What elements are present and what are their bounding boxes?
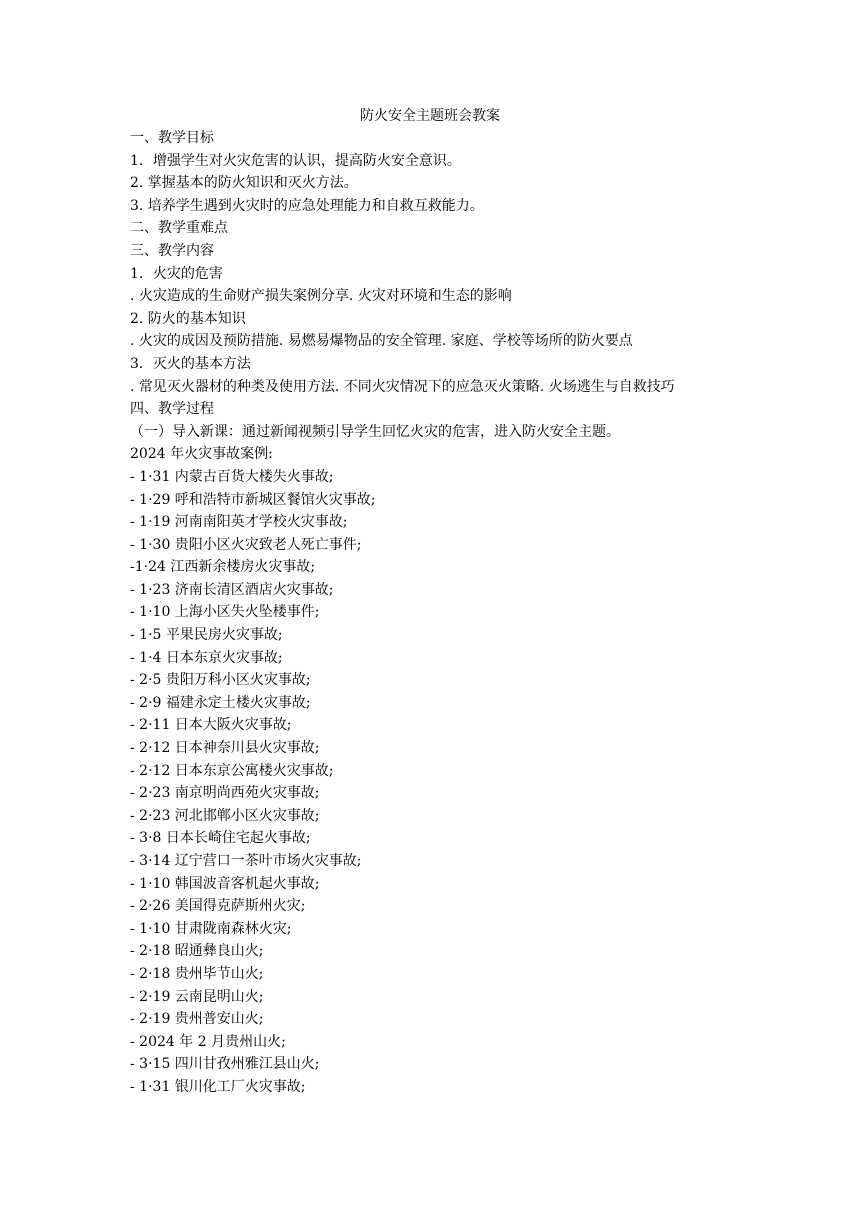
text-line: - 2·5 贵阳万科小区火灾事故; <box>130 672 311 689</box>
text-line: - 1·31 内蒙古百货大楼失火事故; <box>130 468 334 485</box>
text-line: - 1·19 河南南阳英才学校火灾事故; <box>130 514 348 531</box>
text-line: . 常见灭火器材的种类及使用方法. 不同火灾情况下的应急灭火策略. 火场逃生与自救技巧 <box>130 378 675 395</box>
text-line: - 2·23 南京明尚西苑火灾事故; <box>130 785 320 802</box>
text-line: 2024 年火灾事故案例: <box>130 446 273 463</box>
text-line: 一、教学目标 <box>130 130 214 146</box>
text-line: - 2·18 昭通彝良山火; <box>130 943 264 960</box>
text-line: - 2·19 贵州普安山火; <box>130 1011 264 1028</box>
text-line: - 2·23 河北邯郸小区火灾事故; <box>130 807 320 824</box>
text-line: 2. 掌握基本的防火知识和灭火方法。 <box>130 175 358 192</box>
text-line: - 1·10 上海小区失火坠楼事件; <box>130 604 320 621</box>
text-line: -1·24 江西新余楼房火灾事故; <box>130 559 316 576</box>
text-line: - 2·9 福建永定土楼火灾事故; <box>130 694 311 711</box>
text-line: - 1·4 日本东京火灾事故; <box>130 649 283 666</box>
text-line: - 2·12 日本神奈川县火灾事故; <box>130 740 320 757</box>
text-line: - 3·14 辽宁营口一茶叶市场火灾事故; <box>130 853 362 869</box>
text-line: - 1·5 平果民房火灾事故; <box>130 627 283 644</box>
text-line: 2. 防火的基本知识 <box>130 310 246 327</box>
text-line: - 1·29 呼和浩特市新城区餐馆火灾事故; <box>130 491 376 508</box>
text-line: （一）导入新课：通过新闻视频引导学生回忆火灾的危害，进入防火安全主题。 <box>130 423 620 440</box>
text-line: . 火灾的成因及预防措施. 易燃易爆物品的安全管理. 家庭、学校等场所的防火要点 <box>130 333 633 350</box>
text-line: 3．灭火的基本方法 <box>130 355 251 372</box>
text-line: 1．火灾的危害 <box>130 265 223 282</box>
text-line: - 2·11 日本大阪火灾事故; <box>130 717 292 734</box>
text-line: - 3·8 日本长崎住宅起火事故; <box>130 830 311 847</box>
text-line: . 火灾造成的生命财产损失案例分享. 火灾对环境和生态的影响 <box>130 288 512 305</box>
text-line: 二、教学重难点 <box>130 220 228 237</box>
text-line: - 1·30 贵阳小区火灾致老人死亡事件; <box>130 536 362 553</box>
text-line: - 1·31 银川化工厂火灾事故; <box>130 1078 306 1095</box>
text-line: - 2·12 日本东京公寓楼火灾事故; <box>130 762 334 779</box>
text-line: - 1·10 甘肃陇南森林火灾; <box>130 920 292 937</box>
text-line: 3. 培养学生遇到火灾时的应急处理能力和自救互救能力。 <box>130 197 484 214</box>
document-title: 防火安全主题班会教案 <box>360 108 500 124</box>
text-line: 1．增强学生对火灾危害的认识，提高防火安全意识。 <box>130 152 461 169</box>
text-line: 三、教学内容 <box>130 242 214 259</box>
text-line: - 2024 年 2 月贵州山火; <box>130 1033 286 1050</box>
text-line: 四、教学过程 <box>130 401 214 418</box>
text-line: - 2·18 贵州毕节山火; <box>130 965 264 982</box>
document-body <box>130 127 750 1099</box>
text-line: - 3·15 四川甘孜州雅江县山火; <box>130 1056 320 1073</box>
text-line: - 1·10 韩国波音客机起火事故; <box>130 875 320 892</box>
text-line: - 1·23 济南长清区酒店火灾事故; <box>130 581 334 598</box>
text-line: - 2·19 云南昆明山火; <box>130 988 264 1005</box>
text-line: - 2·26 美国得克萨斯州火灾; <box>130 898 306 915</box>
